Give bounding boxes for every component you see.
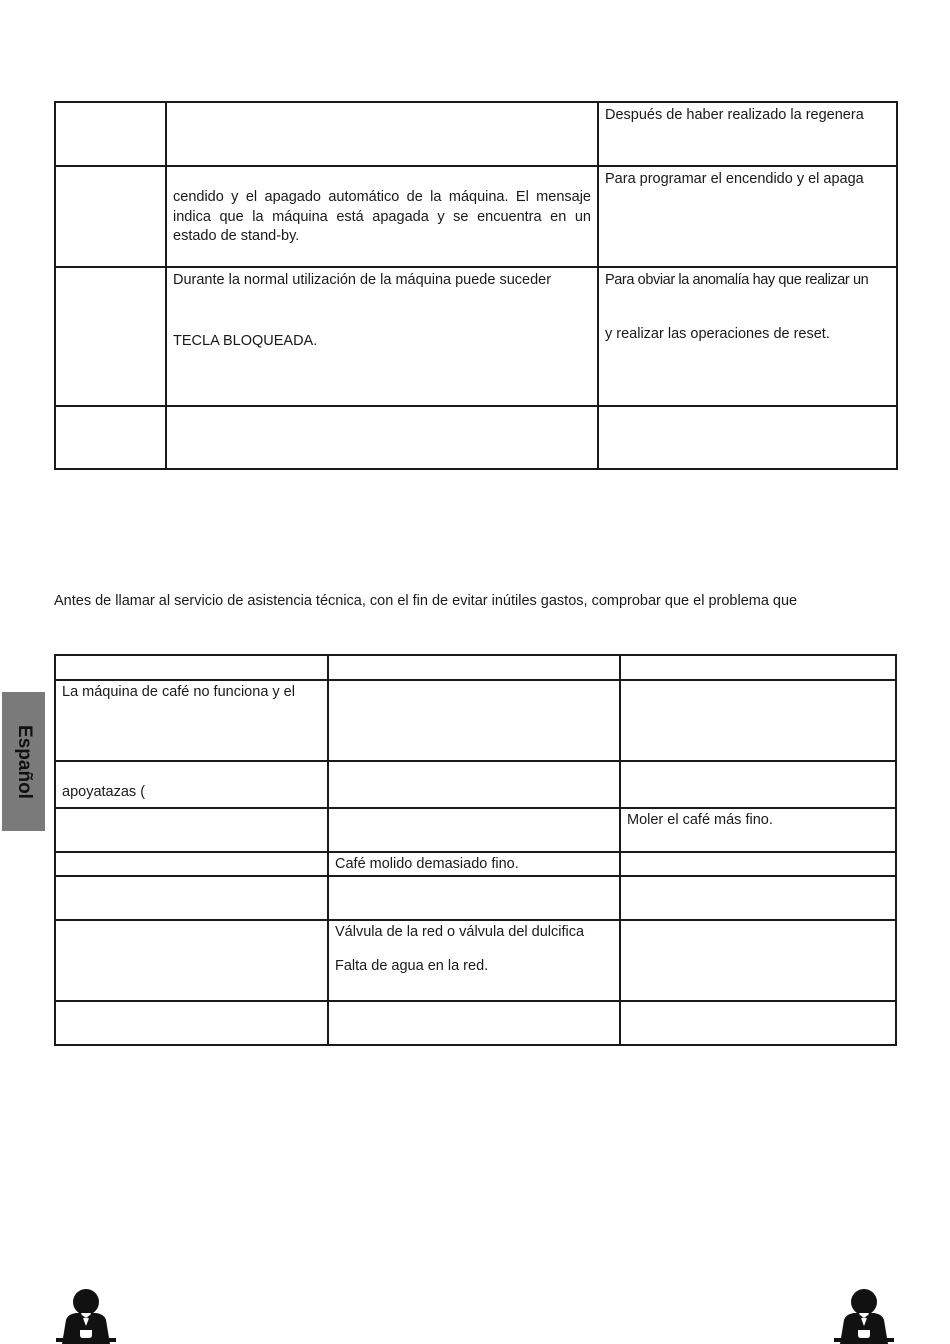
cell-text: cendido y el apagado automático de la máquina. El mensaje indica que la máquina está apagada y se encuentra en un estado de stand-by. — [173, 189, 591, 244]
table-cell — [55, 1001, 328, 1045]
table-row — [55, 267, 897, 406]
table-cell — [328, 852, 620, 876]
language-tab — [2, 692, 45, 831]
table-header-row — [55, 655, 896, 680]
table-cell — [328, 808, 620, 852]
cell-text: Válvula de la red o válvula del dulcifica — [335, 923, 585, 940]
cell-text: Para obviar la anomalía hay que realizar un — [605, 272, 869, 288]
table-cell — [55, 808, 328, 852]
cell-text: Moler el café más fino. — [627, 811, 773, 828]
header-cell — [620, 655, 896, 680]
table-cell — [55, 267, 166, 406]
table-cell — [620, 852, 896, 876]
table-row — [55, 808, 896, 852]
table-cell — [55, 166, 166, 267]
table-cell — [166, 102, 598, 166]
table-cell — [55, 761, 328, 808]
table-cell — [328, 761, 620, 808]
table-cell — [598, 267, 897, 406]
cell-text: Durante la normal utilización de la máquina puede suceder — [173, 272, 552, 288]
cell-text: Café molido demasiado fino. — [335, 855, 519, 872]
table-cell — [55, 876, 328, 920]
table-row — [55, 876, 896, 920]
table-cell — [620, 761, 896, 808]
cell-text: y realizar las operaciones de reset. — [605, 325, 830, 342]
table-cell — [328, 920, 620, 1001]
table-row — [55, 406, 897, 469]
table-cell — [620, 920, 896, 1001]
table-cell — [166, 166, 598, 267]
troubleshooting-table — [54, 654, 897, 1046]
table-row — [55, 102, 897, 166]
cell-text: apoyatazas ( — [62, 784, 146, 800]
table-row — [55, 680, 896, 761]
table-cell — [166, 267, 598, 406]
table-cell — [328, 876, 620, 920]
intro-paragraph: Antes de llamar al servicio de asistencia técnica, con el fin de evitar inútiles gastos, comprobar que el problema que — [54, 593, 798, 609]
header-cell — [55, 655, 328, 680]
cell-text: TECLA BLOQUEADA. — [173, 332, 318, 349]
table-cell — [55, 852, 328, 876]
cell-text: Falta de agua en la red. — [335, 958, 489, 974]
barista-logo-icon — [832, 1288, 896, 1344]
table-cell — [55, 406, 166, 469]
table-cell — [620, 876, 896, 920]
table-cell — [328, 1001, 620, 1045]
table-cell — [166, 406, 598, 469]
barista-logo-icon — [54, 1288, 118, 1344]
cell-text: La máquina de café no funciona y el — [62, 684, 295, 700]
table-cell — [55, 680, 328, 761]
language-tab-label: Español — [13, 724, 35, 799]
table-cell — [620, 808, 896, 852]
table-cell — [328, 680, 620, 761]
table-cell — [598, 406, 897, 469]
cell-text: Para programar el encendido y el apaga — [605, 171, 864, 187]
header-cell — [328, 655, 620, 680]
table-cell — [620, 1001, 896, 1045]
table-row — [55, 1001, 896, 1045]
table-row — [55, 761, 896, 808]
table-cell — [598, 102, 897, 166]
table-cell — [598, 166, 897, 267]
anomaly-table — [54, 101, 898, 470]
table-cell — [620, 680, 896, 761]
table-cell — [55, 920, 328, 1001]
table-row — [55, 166, 897, 267]
table-cell — [55, 102, 166, 166]
table-row — [55, 920, 896, 1001]
cell-text: Después de haber realizado la regenera — [605, 107, 864, 123]
table-row — [55, 852, 896, 876]
